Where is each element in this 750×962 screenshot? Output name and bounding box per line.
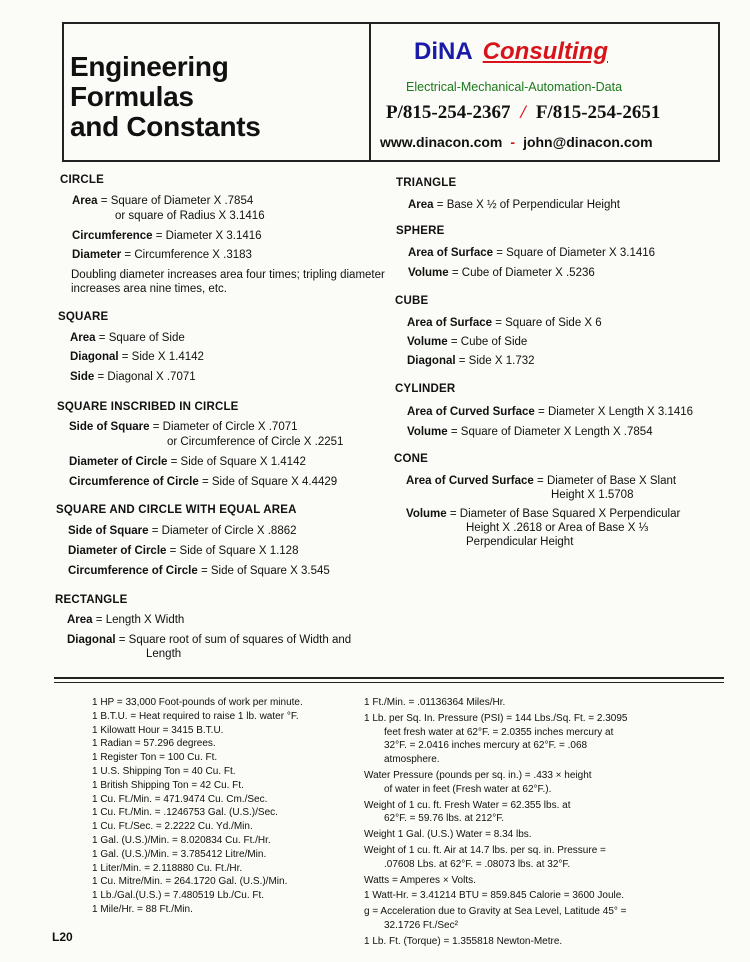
formula-line: Side of Square = Diameter of Circle X .7071 <box>69 421 298 433</box>
section-heading-sphere: SPHERE <box>396 225 445 237</box>
title-line: Formulas <box>70 81 194 112</box>
formula-line: Area = Square of Side <box>70 332 185 344</box>
constant-item: 1 Cu. Ft./Min. = .1246753 Gal. (U.S.)/Sec. <box>92 807 278 819</box>
constant-item: 1 Radian = 57.296 degrees. <box>92 738 216 750</box>
formula-line: Volume = Square of Diameter X Length X .7854 <box>407 426 653 438</box>
constant-item: 1 Gal. (U.S.)/Min. = 8.020834 Cu. Ft./Hr. <box>92 834 271 846</box>
constant-item: 1 Liter/Min. = 2.118880 Cu. Ft./Hr. <box>92 862 243 874</box>
formula-line: Diameter of Circle = Side of Square X 1.4142 <box>69 456 306 468</box>
formula-line: or square of Radius X 3.1416 <box>115 210 265 222</box>
constant-item: 1 Gal. (U.S.)/Min. = 3.785412 Litre/Min. <box>92 848 267 860</box>
constant-item: 1 B.T.U. = Heat required to raise 1 lb. water °F. <box>92 710 299 722</box>
section-heading-triangle: TRIANGLE <box>396 177 457 189</box>
email-link[interactable]: john@dinacon.com <box>523 134 653 150</box>
constant-item: 1 Cu. Ft./Min. = 471.9474 Cu. Cm./Sec. <box>92 793 268 805</box>
brand-consulting: Consulting <box>482 38 608 65</box>
section-heading-square-in-circle: SQUARE INSCRIBED IN CIRCLE <box>57 401 239 413</box>
section-divider <box>54 682 724 683</box>
section-heading-rectangle: RECTANGLE <box>55 594 128 606</box>
page-number: L20 <box>52 930 73 944</box>
constant-item: Weight 1 Gal. (U.S.) Water = 8.34 lbs. <box>364 829 532 841</box>
constant-item: 1 Lb. Ft. (Torque) = 1.355818 Newton-Metre. <box>364 935 563 947</box>
formula-line: Diagonal = Side X 1.732 <box>407 355 535 367</box>
formula-line: Volume = Diameter of Base Squared X Perpendicular <box>406 508 681 520</box>
constant-item: g = Acceleration due to Gravity at Sea Level, Latitude 45° = 32.1726 Ft./Sec² <box>364 906 627 931</box>
formula-line: Circumference of Circle = Side of Square X 3.545 <box>68 565 330 577</box>
constant-item: 1 Watt-Hr. = 3.41214 BTU = 859.845 Calorie = 3600 Joule. <box>364 890 625 902</box>
contact-separator: - <box>510 134 516 150</box>
formula-line: Diagonal = Square root of sum of squares of Width and <box>67 634 352 646</box>
formula-line: Diagonal = Side X 1.4142 <box>70 351 204 363</box>
contact-line <box>380 134 653 150</box>
header-box <box>62 22 720 162</box>
section-heading-square: SQUARE <box>58 311 109 323</box>
formula-line: Area = Length X Width <box>67 614 185 626</box>
formula-line: Height X 1.5708 <box>551 489 634 501</box>
constant-item: 1 Mile/Hr. = 88 Ft./Min. <box>92 903 193 915</box>
company-tagline: Electrical-Mechanical-Automation-Data <box>406 80 623 94</box>
constant-item: 1 British Shipping Ton = 42 Cu. Ft. <box>92 779 244 791</box>
brand-dina: DiNA <box>414 38 473 65</box>
phone-number: P/815-254-2367 <box>386 102 511 123</box>
constant-item: 1 Kilowatt Hour = 3415 B.T.U. <box>92 724 224 736</box>
constant-item: Water Pressure (pounds per sq. in.) = .433 × height of water in feet (Fresh water at 62°F.). <box>364 769 592 795</box>
section-heading-cylinder: CYLINDER <box>395 383 456 395</box>
section-heading-cone: CONE <box>394 453 429 465</box>
constant-item: 1 Register Ton = 100 Cu. Ft. <box>92 752 218 764</box>
formula-line: Area = Square of Diameter X .7854 <box>72 195 254 207</box>
formula-line: Volume = Cube of Diameter X .5236 <box>408 267 595 279</box>
header-divider <box>369 24 371 160</box>
title-line: Engineering <box>70 51 229 82</box>
formula-line: Side of Square = Diameter of Circle X .8862 <box>68 525 297 537</box>
constant-item: 1 Cu. Ft./Sec. = 2.2222 Cu. Yd./Min. <box>92 821 253 833</box>
formula-line: Circumference of Circle = Side of Square X 4.4429 <box>69 476 338 488</box>
title-line: and Constants <box>70 111 261 142</box>
phone-separator: / <box>520 102 526 123</box>
constant-item: Watts = Amperes × Volts. <box>364 874 476 886</box>
constant-item: Weight of 1 cu. ft. Fresh Water = 62.355 lbs. at 62°F. = 59.76 lbs. at 212°F. <box>364 799 571 825</box>
constant-item: 1 Lb. per Sq. In. Pressure (PSI) = 144 Lbs./Sq. Ft. = 2.3095 feet fresh water at 62°F. = 2.0355 inches mercury at 32°F. = 2.0416 inches mercury at 62°F. = .068 atmosphere. <box>364 712 628 766</box>
phone-fax-line <box>386 102 660 124</box>
constant-item: 1 U.S. Shipping Ton = 40 Cu. Ft. <box>92 765 236 777</box>
constants-list-left <box>92 696 303 917</box>
formula-line: Diameter of Circle = Side of Square X 1.128 <box>68 545 299 557</box>
constant-item: 1 Lb./Gal.(U.S.) = 7.480519 Lb./Cu. Ft. <box>92 890 265 902</box>
formula-line: Area = Base X ½ of Perpendicular Height <box>408 199 620 211</box>
formula-line: Side = Diagonal X .7071 <box>70 371 196 383</box>
constant-item: 1 Ft./Min. = .01136364 Miles/Hr. <box>364 697 506 708</box>
fax-number: F/815-254-2651 <box>535 102 661 123</box>
section-heading-cube: CUBE <box>395 295 429 307</box>
formula-line: Circumference = Diameter X 3.1416 <box>72 230 262 242</box>
section-heading-square-circle-equal-area: SQUARE AND CIRCLE WITH EQUAL AREA <box>56 504 297 516</box>
formula-line: Length <box>146 648 182 660</box>
constants-list-right <box>364 696 627 951</box>
formula-line: Area of Curved Surface = Diameter X Length X 3.1416 <box>407 406 694 418</box>
constant-item: 1 Cu. Mitre/Min. = 264.1720 Gal. (U.S.)/Min. <box>92 876 288 888</box>
formula-line: Height X .2618 or Area of Base X ⅓ <box>466 522 649 534</box>
constant-item: 1 HP = 33,000 Foot-pounds of work per minute. <box>92 697 303 708</box>
page-title <box>70 52 261 142</box>
formula-line: Volume = Cube of Side <box>407 336 528 348</box>
formula-line: Diameter = Circumference X .3183 <box>72 249 252 261</box>
section-heading-circle: CIRCLE <box>60 174 105 186</box>
formula-line: or Circumference of Circle X .2251 <box>167 436 344 448</box>
section-divider <box>54 677 724 679</box>
formula-line: Area of Surface = Square of Side X 6 <box>407 317 602 329</box>
circle-note: Doubling diameter increases area four times; tripling diameter increases area nine times, etc. <box>71 269 385 295</box>
website-link[interactable]: www.dinacon.com <box>380 134 503 150</box>
formula-line: Area of Curved Surface = Diameter of Base X Slant <box>406 475 677 487</box>
company-logo <box>414 38 608 66</box>
formula-line: Perpendicular Height <box>466 536 574 548</box>
formula-line: Area of Surface = Square of Diameter X 3.1416 <box>408 247 656 259</box>
constant-item: Weight of 1 cu. ft. Air at 14.7 lbs. per sq. in. Pressure = .07608 Lbs. at 62°F. = .08073 lbs. at 32°F. <box>364 844 606 870</box>
